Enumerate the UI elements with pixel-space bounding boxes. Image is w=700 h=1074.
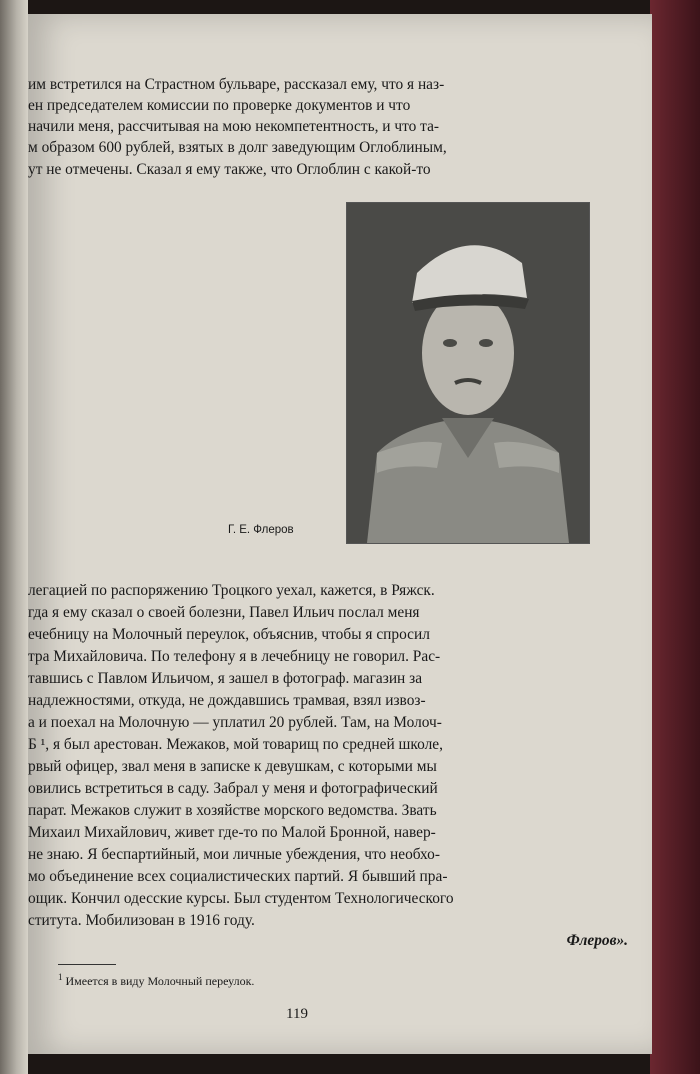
text-line: не знаю. Я беспартийный, мои личные убеждения, что необхо- [28, 846, 440, 863]
text-line: ечебницу на Молочный переулок, объяснив, чтобы я спросил [28, 626, 430, 643]
text-line: ощик. Кончил одесские курсы. Был студентом Технологического [28, 890, 454, 907]
page-number: 119 [286, 1006, 308, 1022]
footnote-mark: 1 [58, 972, 63, 982]
text-line: Б ¹, я был арестован. Межаков, мой товарищ по средней школе, [28, 736, 443, 753]
footnote-text: Имеется в виду Молочный переулок. [65, 974, 255, 988]
text-line: надлежностями, откуда, не дождавшись трамвая, взял извоз- [28, 692, 426, 709]
text-line: ут не отмечены. Сказал я ему также, что Оглоблин с какой-то [28, 161, 431, 178]
text-line: начили меня, рассчитывая на мою некомпетентность, и что та- [28, 118, 440, 135]
photo-caption: Г. Е. Флеров [228, 524, 294, 536]
text-line: легацией по распоряжению Троцкого уехал, кажется, в Ряжск. [28, 582, 435, 599]
book-cover-edge [650, 0, 700, 1074]
left-page-edge [0, 0, 28, 1074]
portrait-photo [346, 202, 590, 544]
text-line: мо объединение всех социалистических партий. Я бывший пра- [28, 868, 448, 885]
text-line: ститута. Мобилизован в 1916 году. [28, 912, 255, 929]
text-line: рвый офицер, звал меня в записке к девушкам, с которыми мы [28, 758, 437, 775]
text-line: гда я ему сказал о своей болезни, Павел Ильич послал меня [28, 604, 420, 621]
text-line: Михаил Михайлович, живет где-то по Малой Бронной, навер- [28, 824, 436, 841]
text-line: а и поехал на Молочную — уплатил 20 рублей. Там, на Молоч- [28, 714, 442, 731]
text-line: ен председателем комиссии по проверке документов и что [28, 97, 411, 114]
text-line: тавшись с Павлом Ильичом, я зашел в фотограф. магазин за [28, 670, 423, 687]
text-line: м образом 600 рублей, взятых в долг заведующим Оглоблиным, [28, 139, 447, 156]
book-page [28, 14, 652, 1054]
text-line: овились встретиться в саду. Забрал у меня и фотографический [28, 780, 438, 797]
footnote-rule [58, 964, 116, 965]
text-line: парат. Межаков служит в хозяйстве морского ведомства. Звать [28, 802, 437, 819]
footnote [58, 972, 254, 989]
signature: Флеров». [566, 932, 628, 949]
text-line: тра Михайловича. По телефону я в лечебницу не говорил. Рас- [28, 648, 441, 665]
text-line: им встретился на Страстном бульваре, рассказал ему, что я наз- [28, 76, 445, 93]
